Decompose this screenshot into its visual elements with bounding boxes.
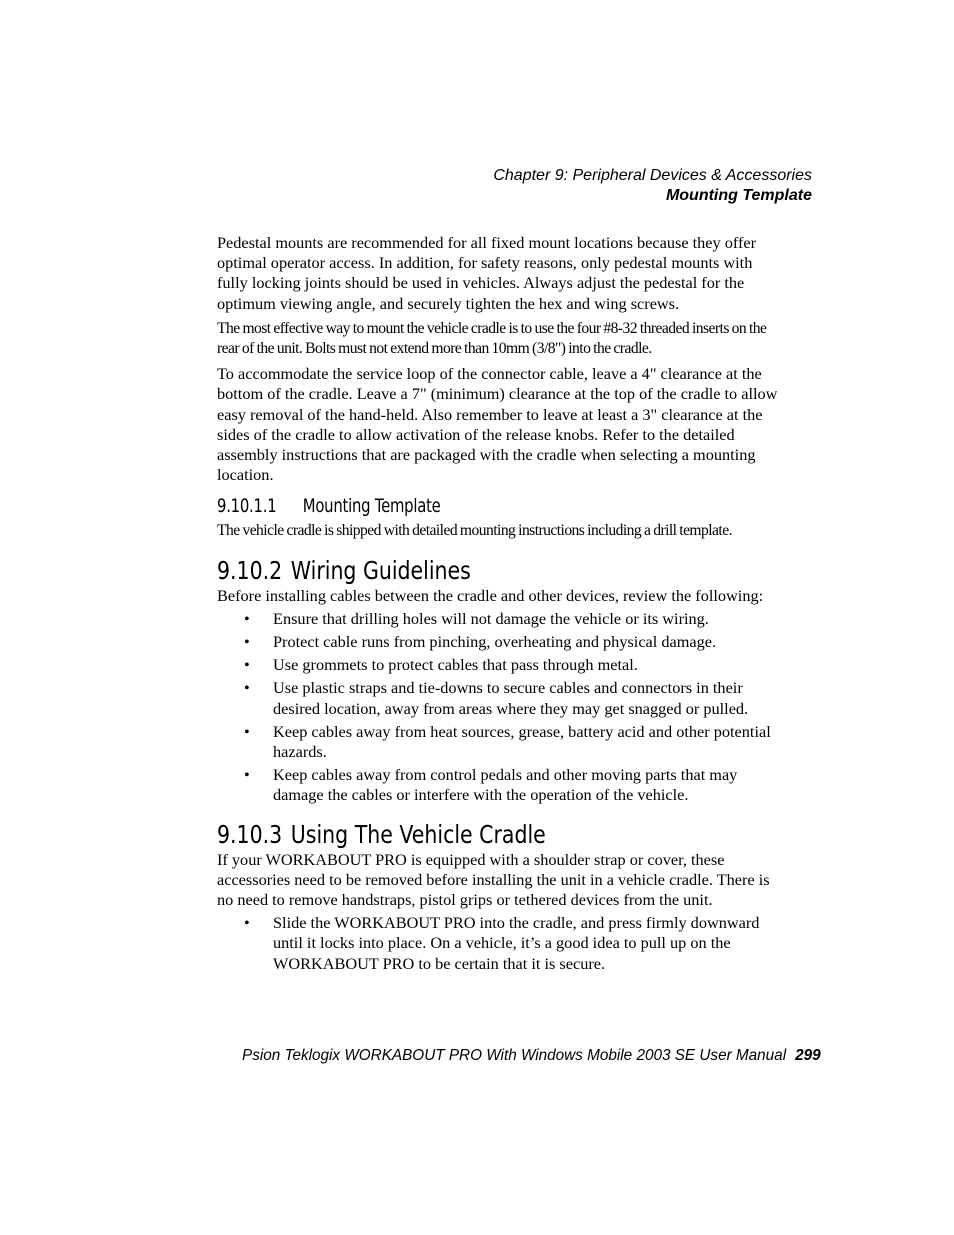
heading-mounting-template xyxy=(217,494,658,518)
list-item: • Keep cables away from control pedals and other moving parts that may damage the cables or interfere with the operation of the vehicle. xyxy=(244,765,738,805)
heading-wiring-guidelines xyxy=(217,556,681,586)
bullet-icon: • xyxy=(244,632,250,652)
bullet-icon: • xyxy=(244,913,250,933)
list-item: • Keep cables away from heat sources, grease, battery acid and other potential hazards. xyxy=(244,721,771,762)
bullet-icon: • xyxy=(244,678,250,698)
paragraph-pedestal-mounts: Pedestal mounts are recommended for all fixed mount locations because they offer optimal operator access. In addition, for safety reasons, only pedestal mounts with fully locking joints should be used in vehicles. Always adjust the pedestal for the optimum viewing angle, and securely tighten the hex and wing screws. xyxy=(217,233,757,313)
bullet-list-wiring xyxy=(217,609,783,806)
page-number: 299 xyxy=(795,1047,821,1064)
heading-title: Wiring Guidelines xyxy=(290,555,471,585)
list-item: • Slide the WORKABOUT PRO into the cradle, and press firmly downward until it locks into place. On a vehicle, it’s a good idea to pull up on the WORKABOUT PRO to be certain that it is secure. xyxy=(244,913,760,973)
paragraph-clearance: To accommodate the service loop of the connector cable, leave a 4" clearance at the bottom of the cradle. Leave a 7" (minimum) clearance at the top of the cradle to allow easy removal of the hand-held. Also remember to leave at least a 3" clearance at the sides of the cradle to allow activation of the release knobs. Refer to the detailed assembly instructions that are packaged with the cradle when selecting a mounting location. xyxy=(217,364,778,485)
list-item: • Ensure that drilling holes will not damage the vehicle or its wiring. xyxy=(244,608,709,628)
page-body xyxy=(217,233,783,985)
footer-title: Psion Teklogix WORKABOUT PRO With Windows Mobile 2003 SE User Manual xyxy=(242,1047,787,1064)
paragraph-threaded-inserts: The most effective way to mount the vehicle cradle is to use the four #8-32 threaded inserts on the rear of the unit. Bolts must not extend more than 10mm (3/8") into the cradle. xyxy=(217,319,767,358)
heading-number: 9.10.3 xyxy=(217,819,283,849)
heading-number: 9.10.1.1 xyxy=(217,495,277,518)
bullet-icon: • xyxy=(244,721,250,741)
bullet-icon: • xyxy=(244,655,250,675)
paragraph-wiring-intro: Before installing cables between the cradle and other devices, review the following: xyxy=(217,585,764,605)
bullet-icon: • xyxy=(244,608,250,628)
list-item: • Use grommets to protect cables that pass through metal. xyxy=(244,655,638,675)
paragraph-mounting-template: The vehicle cradle is shipped with detailed mounting instructions including a drill template. xyxy=(217,522,732,540)
list-item: • Protect cable runs from pinching, overheating and physical damage. xyxy=(244,632,717,652)
page-footer xyxy=(242,1046,821,1066)
heading-title: Using The Vehicle Cradle xyxy=(290,819,546,849)
list-item: • Use plastic straps and tie-downs to secure cables and connectors in their desired location, away from areas where they may get snagged or pulled. xyxy=(244,678,749,718)
bullet-list-cradle xyxy=(217,913,783,974)
heading-number: 9.10.2 xyxy=(217,555,283,585)
running-header-chapter: Chapter 9: Peripheral Devices & Accessories xyxy=(493,167,812,184)
paragraph-cradle-intro: If your WORKABOUT PRO is equipped with a shoulder strap or cover, these accessories need to be removed before installing the unit in a vehicle cradle. There is no need to remove handstraps, pistol grips or tethered devices from the unit. xyxy=(217,849,770,910)
heading-using-vehicle-cradle xyxy=(217,820,681,850)
heading-title: Mounting Template xyxy=(302,495,441,518)
bullet-icon: • xyxy=(244,765,250,785)
running-header-section: Mounting Template xyxy=(665,187,812,204)
